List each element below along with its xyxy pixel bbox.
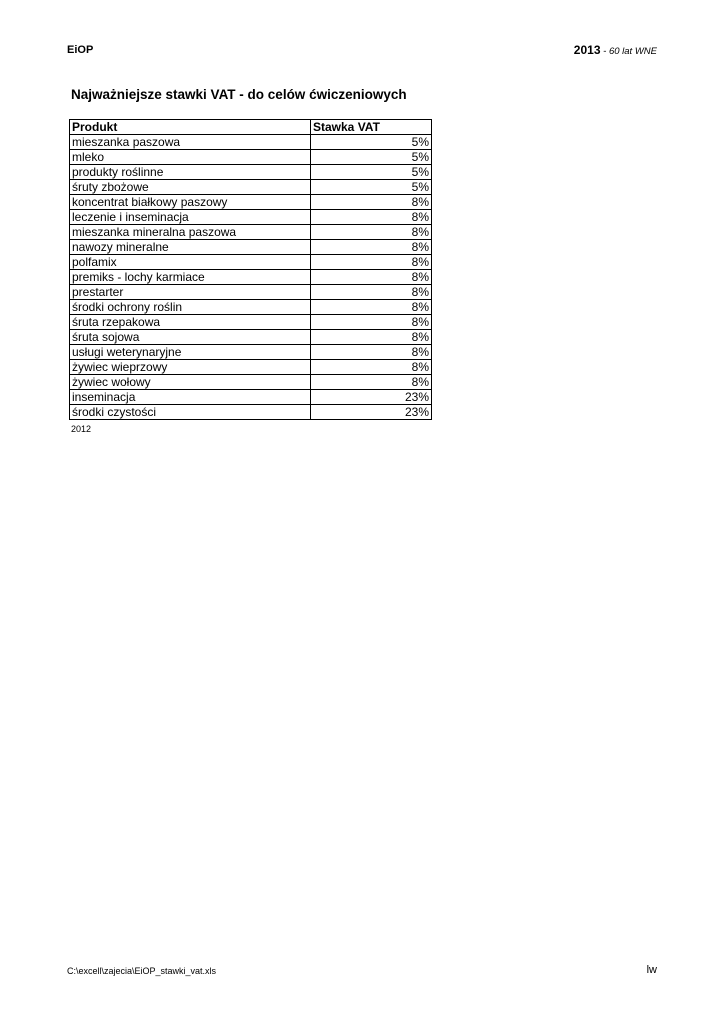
rate-cell: 8%	[311, 330, 432, 345]
product-cell: produkty roślinne	[70, 165, 311, 180]
table-row	[70, 300, 432, 315]
rate-cell: 8%	[311, 345, 432, 360]
rate-cell: 23%	[311, 405, 432, 420]
product-cell: mieszanka paszowa	[70, 135, 311, 150]
table-row	[70, 225, 432, 240]
footer-initials: lw	[646, 964, 657, 976]
vat-rates-table	[69, 119, 432, 420]
product-cell: prestarter	[70, 285, 311, 300]
product-cell: mleko	[70, 150, 311, 165]
product-cell: nawozy mineralne	[70, 240, 311, 255]
rate-cell: 8%	[311, 375, 432, 390]
table-row	[70, 240, 432, 255]
rate-cell: 5%	[311, 165, 432, 180]
product-cell: żywiec wołowy	[70, 375, 311, 390]
product-cell: polfamix	[70, 255, 311, 270]
rate-cell: 8%	[311, 225, 432, 240]
product-cell: leczenie i inseminacja	[70, 210, 311, 225]
rate-cell: 8%	[311, 300, 432, 315]
table-row	[70, 180, 432, 195]
product-cell: mieszanka mineralna paszowa	[70, 225, 311, 240]
table-row	[70, 390, 432, 405]
rate-cell: 8%	[311, 315, 432, 330]
rate-cell: 8%	[311, 270, 432, 285]
table-row	[70, 210, 432, 225]
table-row	[70, 135, 432, 150]
rate-cell: 8%	[311, 360, 432, 375]
rate-cell: 8%	[311, 285, 432, 300]
rate-cell: 5%	[311, 180, 432, 195]
product-cell: żywiec wieprzowy	[70, 360, 311, 375]
table-row	[70, 330, 432, 345]
rate-cell: 23%	[311, 390, 432, 405]
rate-cell: 8%	[311, 210, 432, 225]
product-cell: środki ochrony roślin	[70, 300, 311, 315]
header-left-label: EiOP	[67, 44, 94, 56]
header-year: 2013	[573, 43, 601, 57]
year-note: 2012	[71, 424, 92, 434]
product-cell: śruty zbożowe	[70, 180, 311, 195]
column-header-product: Produkt	[70, 120, 311, 135]
table-row	[70, 255, 432, 270]
table-row	[70, 375, 432, 390]
table-row	[70, 150, 432, 165]
product-cell: śruta rzepakowa	[70, 315, 311, 330]
product-cell: usługi weterynaryjne	[70, 345, 311, 360]
header-subtitle: - 60 lat WNE	[600, 46, 657, 57]
table-row	[70, 270, 432, 285]
rate-cell: 8%	[311, 240, 432, 255]
rate-cell: 5%	[311, 150, 432, 165]
product-cell: koncentrat białkowy paszowy	[70, 195, 311, 210]
table-header-row	[70, 120, 432, 135]
rate-cell: 8%	[311, 255, 432, 270]
product-cell: środki czystości	[70, 405, 311, 420]
product-cell: śruta sojowa	[70, 330, 311, 345]
table-row	[70, 315, 432, 330]
product-cell: inseminacja	[70, 390, 311, 405]
table-row	[70, 360, 432, 375]
table-row	[70, 345, 432, 360]
table-row	[70, 285, 432, 300]
rate-cell: 5%	[311, 135, 432, 150]
product-cell: premiks - lochy karmiace	[70, 270, 311, 285]
rate-cell: 8%	[311, 195, 432, 210]
table-row	[70, 195, 432, 210]
table-row	[70, 165, 432, 180]
footer-file-path: C:\excell\zajecia\EiOP_stawki_vat.xls	[67, 966, 217, 976]
table-row	[70, 405, 432, 420]
header-right	[574, 43, 657, 57]
page-title: Najważniejsze stawki VAT - do celów ćwiczeniowych	[71, 87, 407, 102]
column-header-vat-rate: Stawka VAT	[311, 120, 432, 135]
